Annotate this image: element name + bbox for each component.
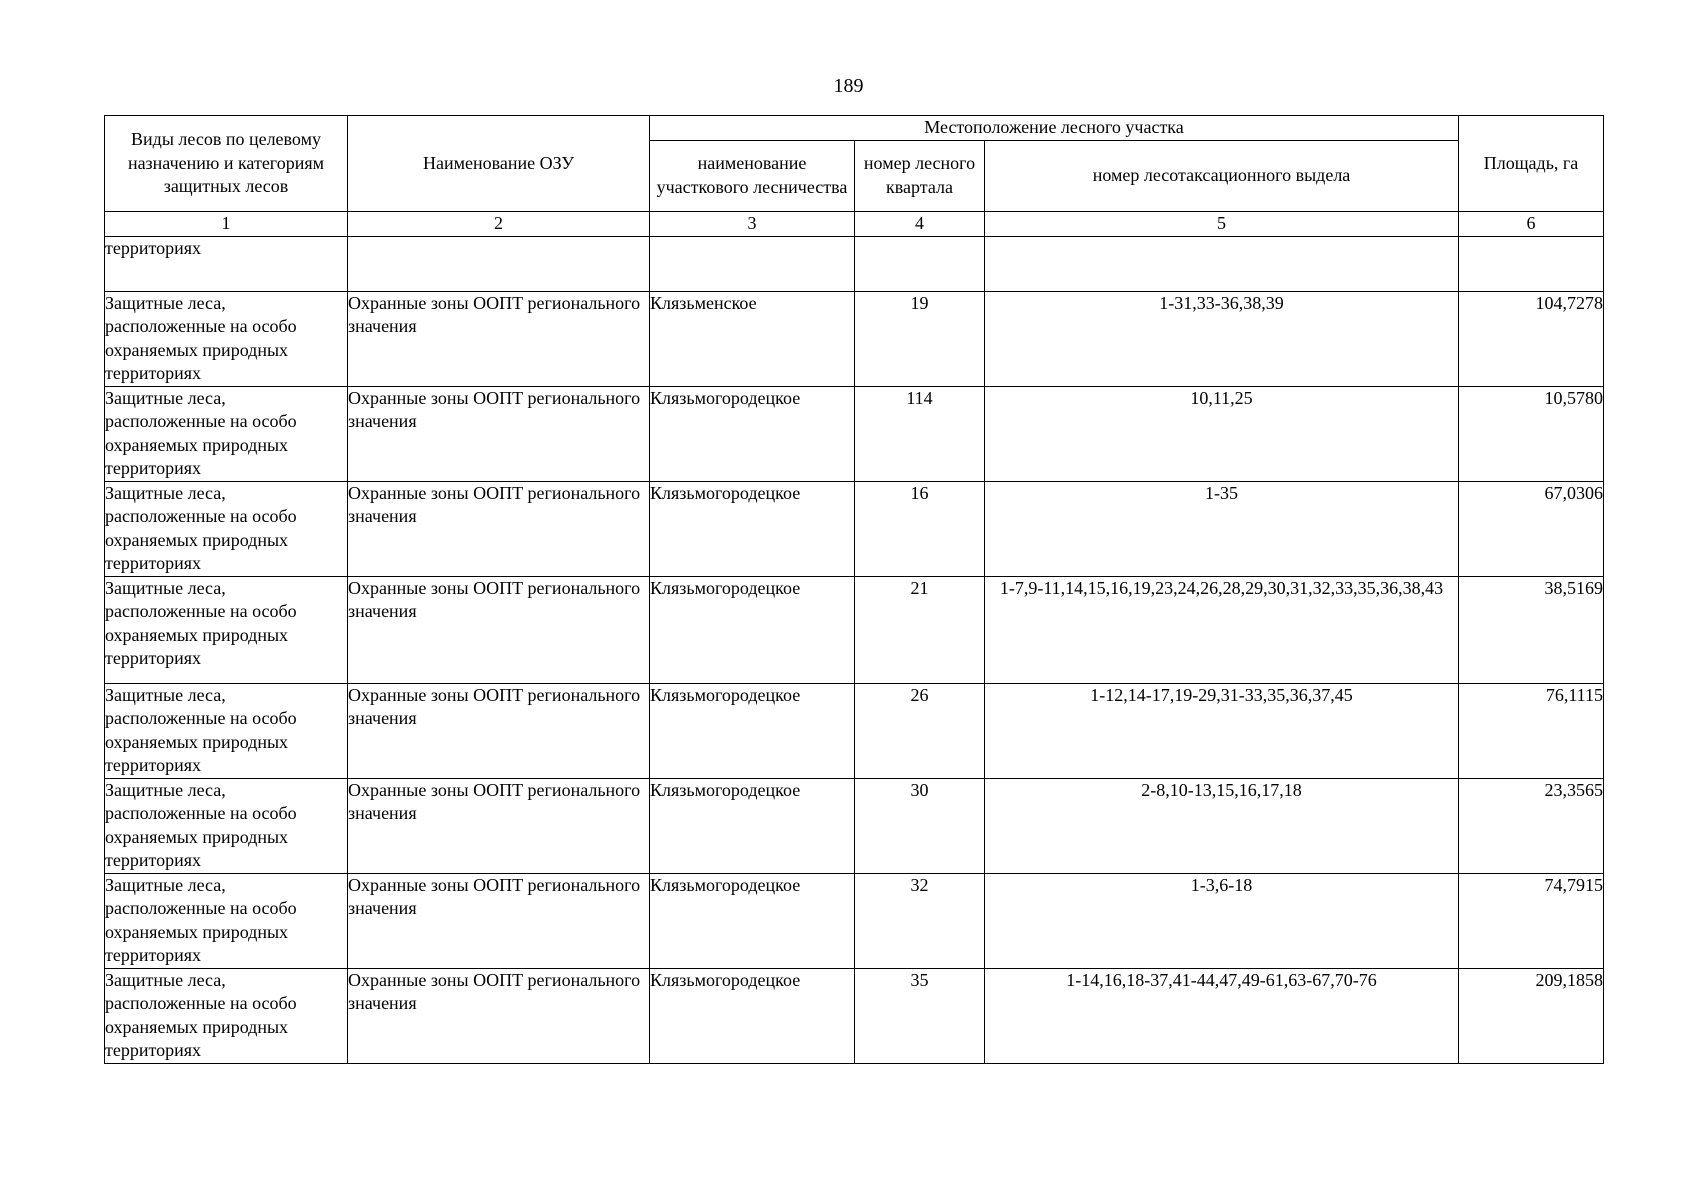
cell-area: 10,5780 — [1459, 386, 1604, 481]
cell-ozu-name: Охранные зоны ООПТ регионального значения — [348, 873, 650, 968]
header-location-group: Местоположение лесного участка — [650, 116, 1459, 141]
cell-ozu-name: Охранные зоны ООПТ регионального значения — [348, 481, 650, 576]
cell-allotment-number: 1-12,14-17,19-29,31-33,35,36,37,45 — [985, 683, 1459, 778]
column-number: 5 — [985, 211, 1459, 236]
cell-forest-type: Защитные леса, расположенные на особо охраняемых природных территориях — [105, 291, 348, 386]
table-row — [105, 576, 1604, 683]
cell-area: 76,1115 — [1459, 683, 1604, 778]
cell-area — [1459, 236, 1604, 291]
cell-forestry-name: Клязьмогородецкое — [650, 873, 855, 968]
cell-area: 74,7915 — [1459, 873, 1604, 968]
table-row — [105, 873, 1604, 968]
cell-forest-type: Защитные леса, расположенные на особо охраняемых природных территориях — [105, 683, 348, 778]
cell-forest-type: территориях — [105, 236, 348, 291]
header-forestry-name: наименование участкового лесничества — [650, 140, 855, 211]
cell-ozu-name: Охранные зоны ООПТ регионального значения — [348, 291, 650, 386]
table-row — [105, 291, 1604, 386]
cell-forest-type: Защитные леса, расположенные на особо охраняемых природных территориях — [105, 968, 348, 1063]
column-number: 3 — [650, 211, 855, 236]
cell-area: 209,1858 — [1459, 968, 1604, 1063]
cell-quarter-number: 19 — [855, 291, 985, 386]
cell-area: 104,7278 — [1459, 291, 1604, 386]
page-number: 189 — [833, 75, 864, 97]
cell-area: 23,3565 — [1459, 778, 1604, 873]
header-area: Площадь, га — [1459, 116, 1604, 212]
cell-allotment-number: 10,11,25 — [985, 386, 1459, 481]
cell-forest-type: Защитные леса, расположенные на особо охраняемых природных территориях — [105, 873, 348, 968]
cell-allotment-number: 2-8,10-13,15,16,17,18 — [985, 778, 1459, 873]
table-row — [105, 778, 1604, 873]
header-allotment-number: номер лесотаксационного выдела — [985, 140, 1459, 211]
table-row — [105, 683, 1604, 778]
cell-area: 67,0306 — [1459, 481, 1604, 576]
cell-forest-type: Защитные леса, расположенные на особо охраняемых природных территориях — [105, 576, 348, 683]
header-row-top — [105, 116, 1604, 141]
cell-allotment-number: 1-31,33-36,38,39 — [985, 291, 1459, 386]
cell-allotment-number: 1-3,6-18 — [985, 873, 1459, 968]
cell-quarter-number: 114 — [855, 386, 985, 481]
cell-ozu-name: Охранные зоны ООПТ регионального значения — [348, 968, 650, 1063]
table-row — [105, 386, 1604, 481]
cell-allotment-number — [985, 236, 1459, 291]
cell-forestry-name: Клязьмогородецкое — [650, 576, 855, 683]
forest-plots-table — [104, 115, 1604, 1064]
table-row — [105, 481, 1604, 576]
cell-forestry-name: Клязьмогородецкое — [650, 968, 855, 1063]
column-number: 4 — [855, 211, 985, 236]
cell-area: 38,5169 — [1459, 576, 1604, 683]
cell-forestry-name: Клязьменское — [650, 291, 855, 386]
column-number: 6 — [1459, 211, 1604, 236]
cell-quarter-number: 30 — [855, 778, 985, 873]
header-ozu-name: Наименование ОЗУ — [348, 116, 650, 212]
cell-quarter-number: 26 — [855, 683, 985, 778]
column-number: 1 — [105, 211, 348, 236]
column-number-row — [105, 211, 1604, 236]
cell-forestry-name: Клязьмогородецкое — [650, 683, 855, 778]
cell-ozu-name: Охранные зоны ООПТ регионального значения — [348, 576, 650, 683]
cell-quarter-number — [855, 236, 985, 291]
header-forest-type: Виды лесов по целевому назначению и категориям защитных лесов — [105, 116, 348, 212]
cell-forestry-name — [650, 236, 855, 291]
cell-allotment-number: 1-14,16,18-37,41-44,47,49-61,63-67,70-76 — [985, 968, 1459, 1063]
cell-quarter-number: 16 — [855, 481, 985, 576]
cell-forest-type: Защитные леса, расположенные на особо охраняемых природных территориях — [105, 778, 348, 873]
cell-forestry-name: Клязьмогородецкое — [650, 481, 855, 576]
cell-forestry-name: Клязьмогородецкое — [650, 386, 855, 481]
cell-quarter-number: 21 — [855, 576, 985, 683]
table-row — [105, 968, 1604, 1063]
cell-forest-type: Защитные леса, расположенные на особо охраняемых природных территориях — [105, 481, 348, 576]
cell-ozu-name: Охранные зоны ООПТ регионального значения — [348, 386, 650, 481]
cell-forest-type: Защитные леса, расположенные на особо охраняемых природных территориях — [105, 386, 348, 481]
cell-ozu-name: Охранные зоны ООПТ регионального значения — [348, 778, 650, 873]
header-quarter-number: номер лесного квартала — [855, 140, 985, 211]
cell-quarter-number: 35 — [855, 968, 985, 1063]
cell-allotment-number: 1-7,9-11,14,15,16,19,23,24,26,28,29,30,31,32,33,35,36,38,43 — [985, 576, 1459, 683]
cell-ozu-name — [348, 236, 650, 291]
column-number: 2 — [348, 211, 650, 236]
table-row-continuation — [105, 236, 1604, 291]
cell-allotment-number: 1-35 — [985, 481, 1459, 576]
cell-ozu-name: Охранные зоны ООПТ регионального значения — [348, 683, 650, 778]
cell-forestry-name: Клязьмогородецкое — [650, 778, 855, 873]
cell-quarter-number: 32 — [855, 873, 985, 968]
